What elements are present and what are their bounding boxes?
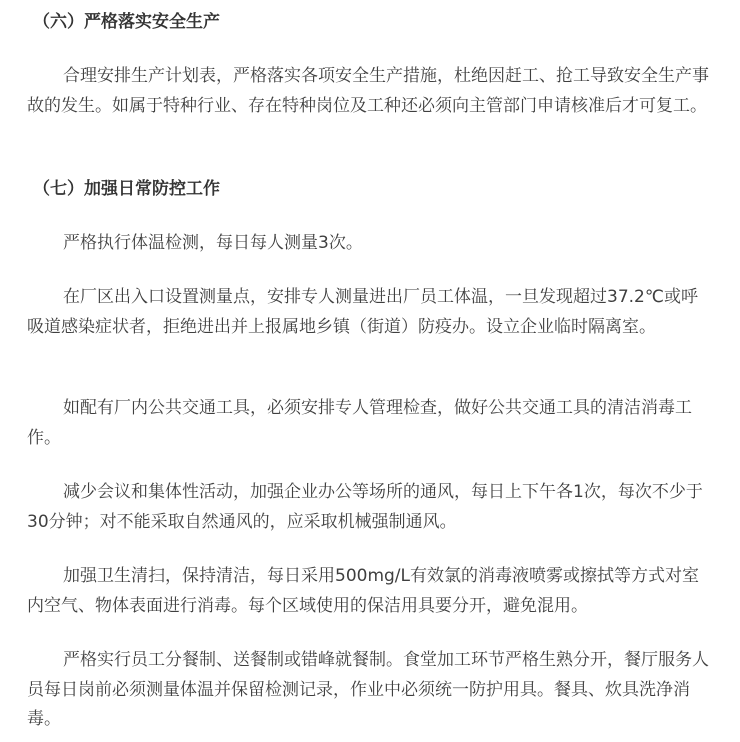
paragraph-cleaning: 加强卫生清扫，保持清洁，每日采用500mg/L有效氯的消毒液喷雾或擦拭等方式对室内空气、物体表面进行消毒。每个区域使用的保洁用具要分开，避免混用。 <box>27 566 699 616</box>
paragraph-dining: 严格实行员工分餐制、送餐制或错峰就餐制。食堂加工环节严格生熟分开，餐厅服务人员每日岗前必须测量体温并保留检测记录，作业中必须统一防护用具。餐具、炊具洗净消毒。 <box>27 650 709 729</box>
paragraph-entrance-screening: 在厂区出入口设置测量点，安排专人测量进出厂员工体温，一旦发现超过37.2℃或呼吸道感染症状者，拒绝进出并上报属地乡镇（街道）防疫办。设立企业临时隔离室。 <box>27 287 698 337</box>
paragraph-ventilation: 减少会议和集体性活动，加强企业办公等场所的通风，每日上下午各1次，每次不少于30分钟；对不能采取自然通风的，应采取机械强制通风。 <box>27 482 703 532</box>
section-heading-7: （七）加强日常防控工作 <box>33 179 220 199</box>
paragraph-temperature-check: 严格执行体温检测，每日每人测量3次。 <box>63 233 363 253</box>
paragraph-safety-production: 合理安排生产计划表，严格落实各项安全生产措施，杜绝因赶工、抢工导致安全生产事故的发生。如属于特种行业、存在特种岗位及工种还必须向主管部门申请核准后才可复工。 <box>27 66 709 116</box>
section-heading-6: （六）严格落实安全生产 <box>33 12 220 32</box>
paragraph-transport-disinfection: 如配有厂内公共交通工具，必须安排专人管理检查，做好公共交通工具的清洁消毒工作。 <box>27 398 692 448</box>
